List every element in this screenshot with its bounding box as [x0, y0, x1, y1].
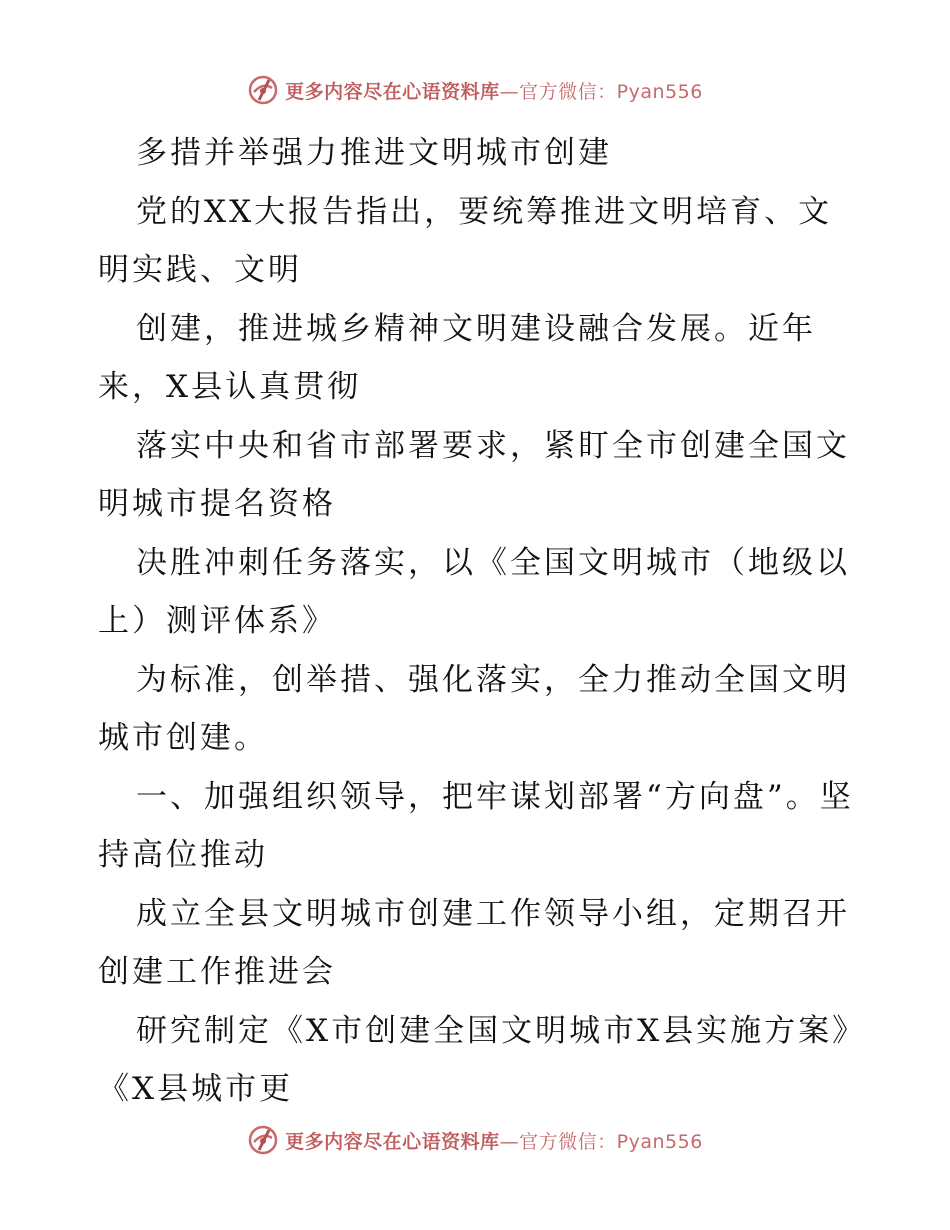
paragraph: 党的XX大报告指出，要统筹推进文明培育、文明实践、文明 — [98, 193, 833, 288]
paragraph: 成立全县文明城市创建工作领导小组，定期召开创建工作推进会 — [98, 895, 850, 990]
header-watermark — [0, 72, 950, 108]
paragraph: 多措并举强力推进文明城市创建 — [136, 135, 612, 171]
footer-brand: 更多内容尽在心语资料库 — [285, 1130, 500, 1153]
header-separator: — — [499, 80, 520, 103]
header-contact: 官方微信：Pyan556 — [519, 80, 703, 103]
paragraph: 决胜冲刺任务落实，以《全国文明城市（地级以上）测评体系》 — [98, 544, 850, 639]
header-brand: 更多内容尽在心语资料库 — [285, 80, 500, 103]
brand-logo-icon — [247, 74, 279, 106]
paragraph: 创建，推进城乡精神文明建设融合发展。近年来，X县认真贯彻 — [98, 310, 816, 405]
footer-contact: 官方微信：Pyan556 — [519, 1130, 703, 1153]
footer-separator: — — [499, 1130, 520, 1153]
document-body — [98, 124, 858, 1119]
footer-watermark-text — [285, 1127, 703, 1154]
header-watermark-text — [285, 77, 703, 104]
paragraph: 一、加强组织领导，把牢谋划部署“方向盘”。坚持高位推动 — [98, 778, 854, 873]
footer-watermark — [0, 1122, 950, 1158]
brand-logo-icon — [247, 1124, 279, 1156]
paragraph: 为标准，创举措、强化落实，全力推动全国文明城市创建。 — [98, 661, 850, 756]
paragraph: 研究制定《X市创建全国文明城市X县实施方案》《X县城市更 — [98, 1012, 851, 1107]
paragraph: 落实中央和省市部署要求，紧盯全市创建全国文明城市提名资格 — [98, 427, 850, 522]
